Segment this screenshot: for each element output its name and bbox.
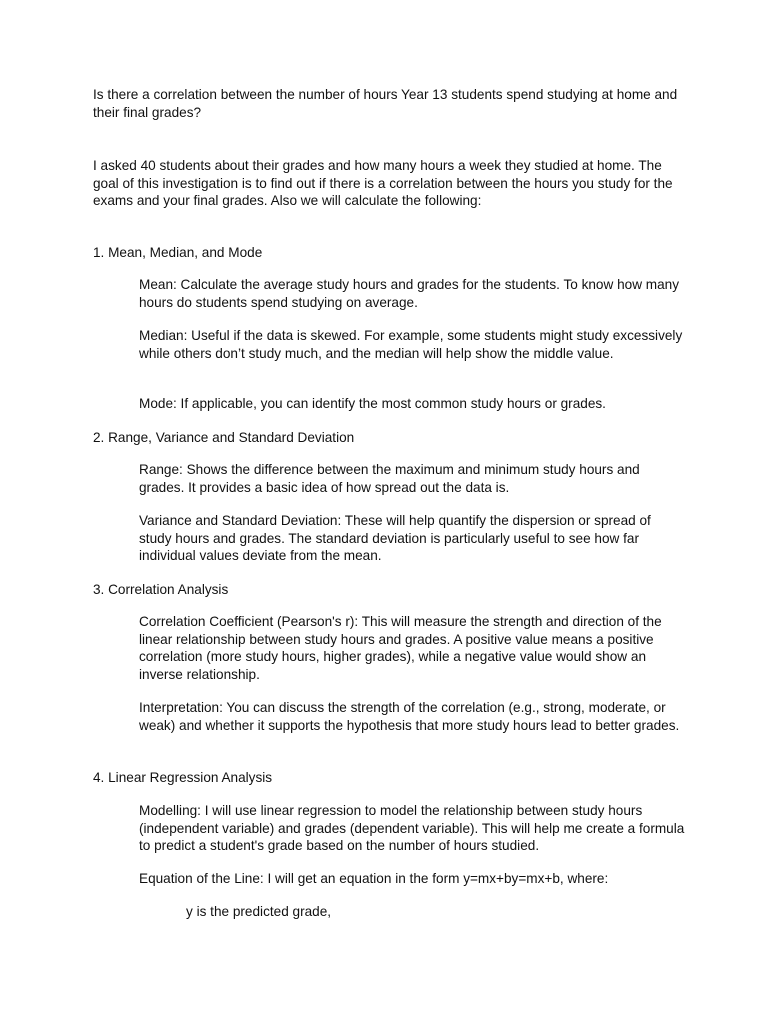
- paragraph-range: Range: Shows the difference between the maximum and minimum study hours and grades. It provides a basic idea of how spread out the data is.: [139, 462, 640, 495]
- research-question: Is there a correlation between the number of hours Year 13 students spend studying at home and their final grades?: [93, 87, 678, 120]
- paragraph-mean: Mean: Calculate the average study hours and grades for the students. To know how many hours do students spend studying on average.: [139, 277, 680, 310]
- section-heading-correlation: 3. Correlation Analysis: [93, 582, 229, 597]
- section-heading-range-variance: 2. Range, Variance and Standard Deviation: [93, 430, 355, 445]
- subitem-predicted-grade: y is the predicted grade,: [186, 904, 332, 919]
- intro-paragraph: I asked 40 students about their grades and how many hours a week they studied at home. The goal of this investigation is to find out if there is a correlation between the hours you study for the exams and your final grades. Also we will calculate the following:: [93, 158, 673, 209]
- section-heading-mean-median-mode: 1. Mean, Median, and Mode: [93, 245, 263, 260]
- section-heading-linear-regression: 4. Linear Regression Analysis: [93, 770, 273, 785]
- paragraph-median: Median: Useful if the data is skewed. For example, some students might study excessively while others don’t study much, and the median will help show the middle value.: [139, 328, 683, 361]
- paragraph-interpretation: Interpretation: You can discuss the strength of the correlation (e.g., strong, moderate, or weak) and whether it supports the hypothesis that more study hours lead to better grades.: [139, 700, 680, 733]
- paragraph-variance-std: Variance and Standard Deviation: These will help quantify the dispersion or spread of study hours and grades. The standard deviation is particularly useful to see how far individual values deviate from the mean.: [139, 513, 651, 564]
- paragraph-mode: Mode: If applicable, you can identify the most common study hours or grades.: [139, 396, 606, 411]
- paragraph-equation-of-line: Equation of the Line: I will get an equation in the form y=mx+by=mx+b, where:: [139, 871, 609, 886]
- paragraph-correlation-coefficient: Correlation Coefficient (Pearson's r): This will measure the strength and direction of the linear relationship between study hours and grades. A positive value means a positive correlation (more study hours, higher grades), while a negative value would show an inverse relationship.: [139, 614, 662, 682]
- paragraph-modelling: Modelling: I will use linear regression to model the relationship between study hours (independent variable) and grades (dependent variable). This will help me create a formula to predict a student's grade based on the number of hours studied.: [139, 803, 685, 854]
